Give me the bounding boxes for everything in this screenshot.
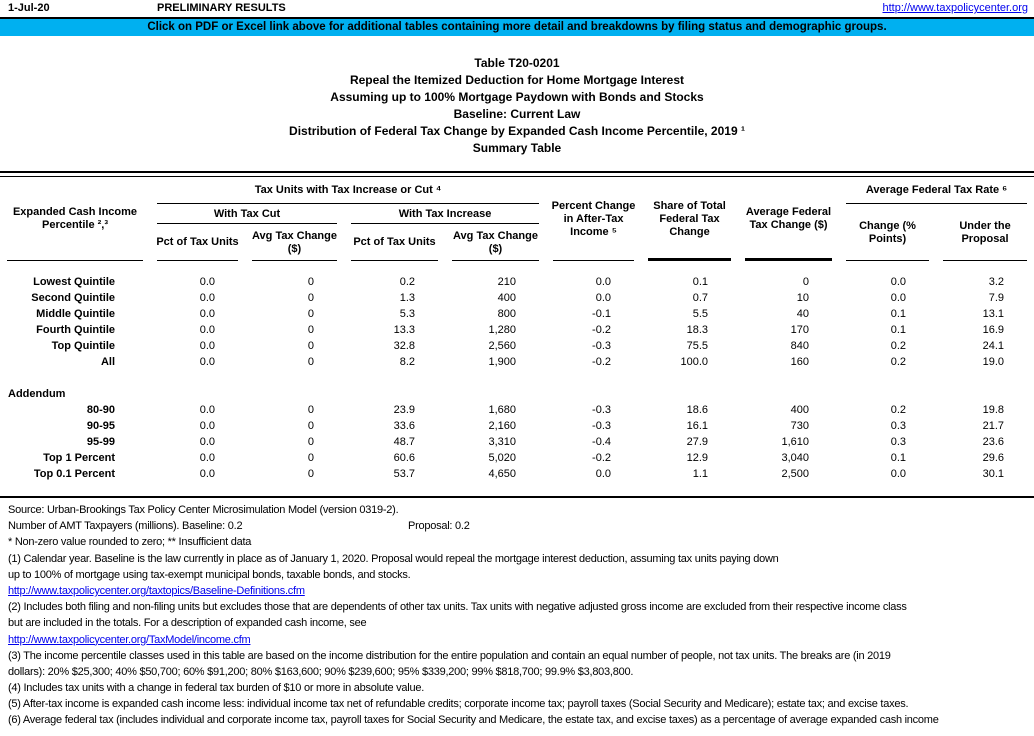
footnote-2-cont: but are included in the totals. For a description of expanded cash income, see: [8, 617, 367, 630]
table-row: [0, 450, 1034, 466]
cell: 0: [307, 276, 314, 288]
footnote-1-cont: up to 100% of mortgage using tax-exempt municipal bonds, taxable bonds, and stocks.: [8, 568, 411, 581]
table-row: [0, 322, 1034, 338]
cell: 730: [790, 420, 810, 432]
cell: 3.2: [988, 276, 1005, 288]
row-label: Top 0.1 Percent: [33, 468, 115, 480]
cell: 0.0: [199, 404, 215, 416]
summary-table-label: Summary Table: [472, 141, 562, 155]
cell: 0.0: [890, 292, 907, 304]
cell: 0.0: [199, 324, 215, 336]
title-block: [0, 55, 1034, 157]
cell: 100.0: [680, 356, 709, 368]
cell: 0.0: [199, 468, 215, 480]
cell: 29.6: [982, 452, 1005, 464]
title-line: Assuming up to 100% Mortgage Paydown with Bonds and Stocks: [330, 90, 704, 104]
cell: 210: [497, 276, 517, 288]
col-group-tax-units: Tax Units with Tax Increase or Cut ⁴: [150, 177, 546, 204]
cell: 0.0: [199, 276, 215, 288]
cell: -0.3: [592, 404, 612, 416]
amt-proposal-value: Proposal: 0.2: [408, 520, 470, 533]
cell: 1.3: [399, 292, 415, 304]
cell: 0.1: [890, 324, 907, 336]
cell: 7.9: [988, 292, 1005, 304]
footnote-5: (5) After-tax income is expanded cash income less: individual income tax net of refundable credits; corporate income tax; payroll taxes (Social Security and Medicare); estate tax; and excise taxes.: [8, 698, 909, 711]
table-row: [0, 354, 1034, 370]
table-row: [0, 402, 1034, 418]
spacer: [0, 370, 1034, 386]
cell: 13.3: [393, 324, 415, 336]
cell: 0.7: [692, 292, 709, 304]
cell: 0.0: [199, 436, 215, 448]
row-label: 80-90: [86, 404, 115, 416]
info-banner: Click on PDF or Excel link above for additional tables containing more detail and breakdowns by filing status and demographic groups.: [0, 19, 1034, 36]
cell: 32.8: [393, 340, 415, 352]
cell: 5.3: [399, 308, 415, 320]
row-label: Fourth Quintile: [36, 324, 115, 336]
cell: 40: [796, 308, 810, 320]
row-label: 95-99: [86, 436, 115, 448]
footnote-1: (1) Calendar year. Baseline is the law currently in place as of January 1, 2020. Proposal would repeal the mortgage interest deduction, assuming tax units paying down: [8, 552, 779, 565]
cell: 18.6: [686, 404, 709, 416]
cell: 8.2: [399, 356, 415, 368]
cell: 5.5: [692, 308, 709, 320]
cell: 19.8: [982, 404, 1005, 416]
row-label: Second Quintile: [31, 292, 115, 304]
cell: 13.1: [982, 308, 1005, 320]
cell: 0.0: [595, 292, 612, 304]
cell: 0.0: [199, 420, 215, 432]
col-group-with-tax-cut: With Tax Cut: [150, 204, 344, 224]
col-group-avg-federal-tax-rate: Average Federal Tax Rate ⁶: [839, 177, 1034, 204]
col-header-pct-units-increase: Pct of Tax Units: [344, 224, 445, 261]
cell: 2,500: [781, 468, 810, 480]
cell: -0.2: [592, 356, 612, 368]
cell: 0: [307, 404, 314, 416]
cell: 16.9: [982, 324, 1005, 336]
cell: 1,680: [488, 404, 517, 416]
table-row: [0, 290, 1034, 306]
cell: 0.1: [692, 276, 709, 288]
table-number: Table T20-0201: [474, 56, 560, 70]
cell: 75.5: [686, 340, 709, 352]
row-label: Middle Quintile: [36, 308, 115, 320]
cell: 18.3: [686, 324, 709, 336]
cell: 2,160: [488, 420, 517, 432]
taxpolicycenter-link[interactable]: http://www.taxpolicycenter.org: [882, 2, 1028, 14]
cell: 23.9: [393, 404, 415, 416]
cell: 0: [307, 356, 314, 368]
cell: 170: [790, 324, 810, 336]
cell: 24.1: [982, 340, 1005, 352]
cell: 1,280: [488, 324, 517, 336]
cell: 12.9: [686, 452, 709, 464]
cell: 3,310: [488, 436, 517, 448]
cell: -0.2: [592, 324, 612, 336]
amt-taxpayers-note: Number of AMT Taxpayers (millions). Baseline: 0.2 Proposal: 0.2: [8, 518, 1028, 534]
cell: 5,020: [488, 452, 517, 464]
col-header-income-percentile: Expanded Cash Income Percentile ²,³: [0, 177, 150, 261]
col-header-avg-change-increase: Avg Tax Change ($): [445, 224, 546, 261]
cell: 0.0: [199, 308, 215, 320]
footnote-4: (4) Includes tax units with a change in federal tax burden of $10 or more in absolute value.: [8, 682, 425, 695]
title-line: Repeal the Itemized Deduction for Home Mortgage Interest: [349, 73, 685, 87]
addendum-row: [0, 386, 1034, 402]
cell: 3,040: [781, 452, 810, 464]
cell: 2,560: [488, 340, 517, 352]
source-note: Source: Urban-Brookings Tax Policy Center Microsimulation Model (version 0319-2).: [8, 504, 399, 516]
row-label: All: [100, 356, 115, 368]
cell: 0.0: [890, 468, 907, 480]
date-label: 1-Jul-20: [8, 2, 50, 14]
footnote-6: (6) Average federal tax (includes individual and corporate income tax, payroll taxes for Social Security and Medicare, the estate tax, and excise taxes) as a percentage of average expanded cash income: [8, 714, 939, 727]
cell: 0.3: [890, 420, 907, 432]
cell: 0.1: [890, 452, 907, 464]
cell: 0.2: [890, 340, 907, 352]
spacer: [0, 482, 1034, 496]
top-bar: [0, 0, 1034, 19]
cell: 0.0: [199, 292, 215, 304]
cell: 0: [307, 340, 314, 352]
cell: 19.0: [982, 356, 1005, 368]
cell: 0.3: [890, 436, 907, 448]
footnote-2: (2) Includes both filing and non-filing units but excludes those that are dependents of other tax units. Tax units with negative adjusted gross income are excluded from their respective income class: [8, 601, 907, 614]
cell: 1.1: [692, 468, 709, 480]
col-group-with-tax-increase: With Tax Increase: [344, 204, 546, 224]
cell: 0.2: [399, 276, 415, 288]
footnotes: [0, 498, 1034, 729]
baseline-definitions-link[interactable]: http://www.taxpolicycenter.org/taxtopics/Baseline-Definitions.cfm: [8, 584, 305, 597]
cell: 400: [790, 404, 810, 416]
col-header-rate-change-points: Change (% Points): [839, 204, 936, 261]
row-label: Top 1 Percent: [43, 452, 115, 464]
cell: 21.7: [982, 420, 1005, 432]
summary-table: [0, 177, 1034, 496]
cell: 0: [307, 452, 314, 464]
cell: 53.7: [393, 468, 415, 480]
asterisk-note: * Non-zero value rounded to zero; ** Insufficient data: [8, 536, 252, 549]
table-row: [0, 418, 1034, 434]
cell: 400: [497, 292, 517, 304]
table-row: [0, 306, 1034, 322]
cell: 4,650: [488, 468, 517, 480]
cell: 33.6: [393, 420, 415, 432]
row-label: Lowest Quintile: [33, 276, 115, 288]
cell: 0: [307, 468, 314, 480]
cell: 0: [307, 420, 314, 432]
cell: -0.4: [592, 436, 612, 448]
cell: 0: [307, 436, 314, 448]
cell: 0.0: [199, 356, 215, 368]
cell: 60.6: [393, 452, 415, 464]
row-label: 90-95: [86, 420, 115, 432]
income-definition-link[interactable]: http://www.taxpolicycenter.org/TaxModel/income.cfm: [8, 633, 251, 646]
col-header-avg-change-cut: Avg Tax Change ($): [245, 224, 344, 261]
cell: 0.0: [595, 468, 612, 480]
cell: 0.0: [890, 276, 907, 288]
cell: 0: [307, 292, 314, 304]
table-row: [0, 274, 1034, 290]
col-header-share-total-change: Share of Total Federal Tax Change: [641, 177, 738, 261]
cell: -0.1: [592, 308, 612, 320]
cell: 0.0: [199, 452, 215, 464]
addendum-label: Addendum: [8, 388, 66, 400]
cell: 0: [307, 308, 314, 320]
table-row: [0, 466, 1034, 482]
cell: 0.1: [890, 308, 907, 320]
cell: 0.2: [890, 404, 907, 416]
cell: 0.2: [890, 356, 907, 368]
col-header-pct-change-after-tax-income: Percent Change in After-Tax Income ⁵: [546, 177, 641, 261]
spacer: [0, 261, 1034, 274]
cell: 0.0: [595, 276, 612, 288]
cell: 27.9: [686, 436, 709, 448]
table-row: [0, 434, 1034, 450]
cell: -0.3: [592, 420, 612, 432]
baseline-line: Baseline: Current Law: [453, 107, 581, 121]
preliminary-results-label: PRELIMINARY RESULTS: [157, 2, 286, 14]
cell: 0.0: [199, 340, 215, 352]
col-header-avg-federal-tax-change: Average Federal Tax Change ($): [738, 177, 839, 261]
cell: 1,900: [488, 356, 517, 368]
footnote-3-cont: dollars): 20% $25,300; 40% $50,700; 60% $91,200; 80% $163,600; 90% $239,600; 95% $339,200; 99% $818,700; 99.9% $3,803,800.: [8, 665, 634, 678]
cell: 48.7: [393, 436, 415, 448]
col-header-rate-under-proposal: Under the Proposal: [936, 204, 1034, 261]
table-row: [0, 338, 1034, 354]
cell: 10: [796, 292, 810, 304]
cell: -0.3: [592, 340, 612, 352]
cell: 23.6: [982, 436, 1005, 448]
cell: -0.2: [592, 452, 612, 464]
cell: 160: [790, 356, 810, 368]
cell: 1,610: [781, 436, 810, 448]
cell: 840: [790, 340, 810, 352]
cell: 800: [497, 308, 517, 320]
row-label: Top Quintile: [51, 340, 115, 352]
cell: 0: [307, 324, 314, 336]
cell: 30.1: [982, 468, 1005, 480]
cell: 16.1: [686, 420, 709, 432]
footnote-3: (3) The income percentile classes used in this table are based on the income distribution for the entire population and contain an equal number of people, not tax units. The breaks are (in 2019: [8, 649, 891, 662]
cell: 0: [802, 276, 810, 288]
distribution-line: Distribution of Federal Tax Change by Expanded Cash Income Percentile, 2019 ¹: [289, 124, 745, 138]
col-header-pct-units-cut: Pct of Tax Units: [150, 224, 245, 261]
